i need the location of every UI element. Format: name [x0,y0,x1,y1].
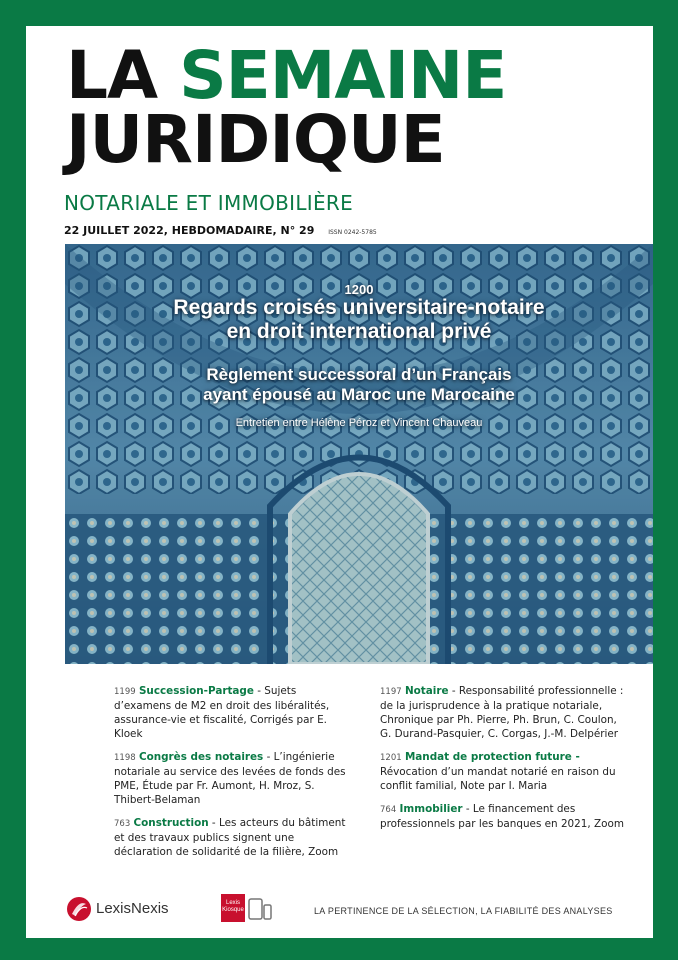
devices-icon [248,898,272,920]
lexisnexis-logo-icon [66,896,92,922]
contents-item: 763 Construction - Les acteurs du bâtiment et des travaux publics signent une déclaration de solidarité de la filière, Zoom [114,817,346,858]
contents-item: 1197 Notaire - Responsabilité professionnelle : de la jurisprudence à la pratique notariale, Chronique par Ph. Pierre, Ph. Brun, C. Coulon, G. Durand-Pasquier, C. Corgas, J.-M. Delpérier [380,685,624,740]
masthead [66,37,507,178]
contents-item: 1198 Congrès des notaires - L’ingénierie notariale au service des levées de fonds des PME, Étude par Fr. Aumont, H. Mroz, S. Thibert-Belaman [114,751,346,806]
contents-item: 764 Immobilier - Le financement des professionnels par les banques en 2021, Zoom [380,803,624,830]
lead-article-number: 1200 [344,282,374,297]
masthead-semaine: SEMAINE [179,37,507,114]
contents-left-column [114,684,354,868]
lead-article-byline: Entretien entre Hélène Péroz et Vincent Chauveau [235,417,483,429]
publisher-name: LexisNexis [96,900,169,917]
cover-image [65,244,653,664]
masthead-la: LA [66,37,158,114]
issn: ISSN 0242-5785 [328,229,377,236]
contents-item: 1201 Mandat de protection future - Révocation d’un mandat notarié en raison du conflit familial, Note par I. Maria [380,751,616,792]
lexis-kiosque-badge: Lexis Kiosque [221,894,245,922]
tagline: LA PERTINENCE DE LA SÉLECTION, LA FIABILITÉ DES ANALYSES [314,906,613,916]
lead-article-subtitle: Règlement successoral d’un Français ayant épousé au Maroc une Marocaine [203,365,515,404]
dateline [64,224,377,237]
masthead-juridique: JURIDIQUE [66,101,445,178]
issue-date: 22 JUILLET 2022, HEBDOMADAIRE, N° 29 [64,224,315,237]
contents-right-column [380,684,630,840]
lead-article-title: Regards croisés universitaire-notaire en droit international privé [173,296,545,343]
edition-subtitle: NOTARIALE ET IMMOBILIÈRE [64,191,354,215]
magazine-cover [26,26,653,938]
contents-item: 1199 Succession-Partage - Sujets d’examens de M2 en droit des libéralités, assurance-vie et fiscalité, Corrigés par E. Kloek [114,685,330,740]
footer [26,886,653,926]
